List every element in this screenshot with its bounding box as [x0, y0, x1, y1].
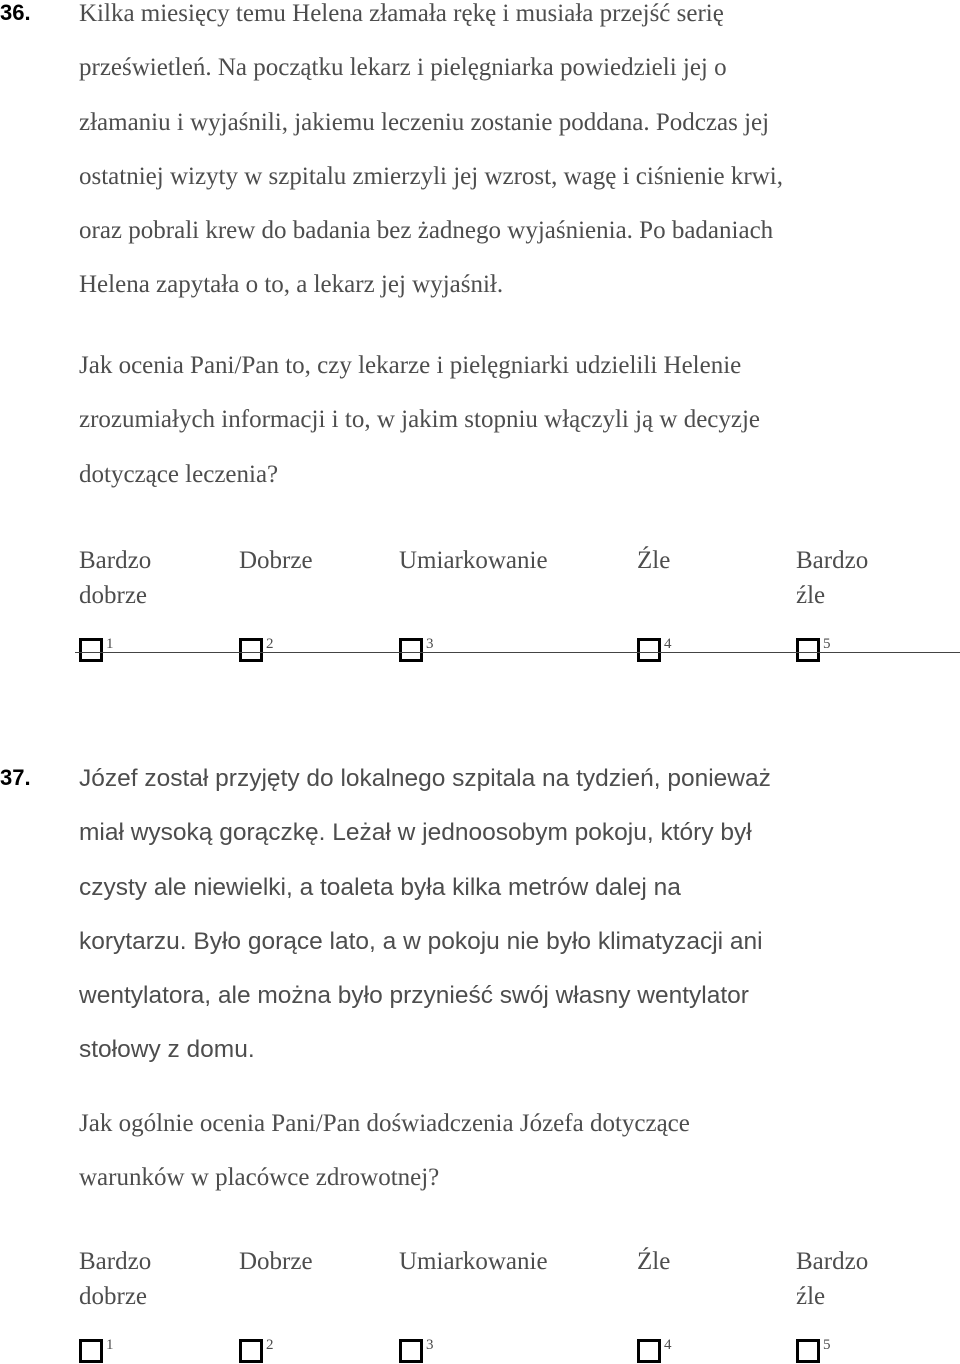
option-label: dobrze: [79, 582, 148, 609]
option-label: Źle: [637, 547, 671, 574]
text-line: złamaniu i wyjaśnili, jakiemu leczeniu zostanie poddana. Podczas jej: [79, 108, 770, 136]
question-text: [79, 1097, 955, 1206]
option-label: źle: [796, 582, 826, 609]
rating-option-4[interactable]: [637, 1244, 672, 1353]
rating-option-2[interactable]: [239, 543, 313, 652]
checkbox[interactable]: [796, 638, 820, 662]
rating-option-1[interactable]: [79, 543, 152, 652]
question-text: [79, 339, 955, 502]
text-line: miał wysoką gorączkę. Leżał w jednoosobym pokoju, który był: [79, 819, 752, 847]
scenario-text: [79, 0, 955, 313]
option-number: 5: [823, 636, 831, 652]
text-line: wentylatora, ale można było przynieść swój własny wentylator: [79, 982, 749, 1010]
checkbox[interactable]: [637, 1339, 661, 1363]
checkbox[interactable]: [399, 1339, 423, 1363]
text-line: dotyczące leczenia?: [79, 460, 279, 488]
text-line: ostatniej wizyty w szpitalu zmierzyli jej wzrost, wagę i ciśnienie krwi,: [79, 162, 783, 190]
option-number: 4: [664, 636, 672, 652]
option-number: 1: [106, 1337, 114, 1353]
rating-option-4[interactable]: [637, 543, 672, 652]
text-line: Jak ocenia Pani/Pan to, czy lekarze i pielęgniarki udzielili Helenie: [79, 352, 742, 379]
text-line: zrozumiałych informacji i to, w jakim stopniu włączyli ją w decyzje: [79, 406, 761, 434]
text-line: korytarzu. Było gorące lato, a w pokoju nie było klimatyzacji ani: [79, 927, 763, 955]
text-line: Kilka miesięcy temu Helena złamała rękę i musiała przejść serię: [79, 0, 724, 27]
text-line: czysty ale niewielki, a toaleta była kilka metrów dalej na: [79, 873, 681, 901]
text-line: oraz pobrali krew do badania bez żadnego wyjaśnienia. Po badaniach: [79, 217, 774, 245]
rating-option-2[interactable]: [239, 1244, 313, 1353]
option-number: 5: [823, 1337, 831, 1353]
option-number: 3: [426, 1337, 434, 1353]
text-line: stołowy z domu.: [79, 1036, 255, 1064]
option-number: 2: [266, 636, 274, 652]
scenario-text: [79, 752, 955, 1078]
checkbox[interactable]: [239, 1339, 263, 1363]
question-number: 37.: [0, 765, 31, 790]
divider: [75, 652, 960, 653]
rating-option-3[interactable]: [399, 1244, 548, 1353]
option-label: Dobrze: [239, 1248, 313, 1275]
option-label: dobrze: [79, 1283, 148, 1310]
text-line: Jak ogólnie ocenia Pani/Pan doświadczenia Józefa dotyczące: [79, 1110, 690, 1137]
option-number: 2: [266, 1337, 274, 1353]
option-label: Bardzo: [796, 547, 869, 574]
option-label: Umiarkowanie: [399, 1248, 548, 1275]
text-line: Helena zapytała o to, a lekarz jej wyjaśnił.: [79, 271, 504, 299]
option-number: 3: [426, 636, 434, 652]
rating-option-5[interactable]: [796, 1244, 869, 1353]
rating-option-3[interactable]: [399, 543, 548, 652]
option-number: 1: [106, 636, 114, 652]
question-number: 36.: [0, 0, 31, 25]
option-label: Umiarkowanie: [399, 547, 548, 574]
option-label: Bardzo: [79, 547, 152, 574]
option-label: Bardzo: [79, 1248, 152, 1275]
checkbox[interactable]: [79, 638, 103, 662]
text-line: warunków w placówce zdrowotnej?: [79, 1164, 440, 1192]
checkbox[interactable]: [239, 638, 263, 662]
option-number: 4: [664, 1337, 672, 1353]
checkbox[interactable]: [79, 1339, 103, 1363]
rating-scale: [79, 543, 959, 663]
checkbox[interactable]: [796, 1339, 820, 1363]
rating-option-5[interactable]: [796, 543, 869, 652]
checkbox[interactable]: [637, 638, 661, 662]
option-label: źle: [796, 1283, 826, 1310]
option-label: Bardzo: [796, 1248, 869, 1275]
option-label: Źle: [637, 1248, 671, 1275]
text-line: prześwietleń. Na początku lekarz i pielęgniarka powiedzieli jej o: [79, 54, 727, 82]
option-label: Dobrze: [239, 547, 313, 574]
checkbox[interactable]: [399, 638, 423, 662]
rating-scale: [79, 1244, 959, 1364]
text-line: Józef został przyjęty do lokalnego szpitala na tydzień, ponieważ: [79, 765, 771, 792]
rating-option-1[interactable]: [79, 1244, 152, 1353]
